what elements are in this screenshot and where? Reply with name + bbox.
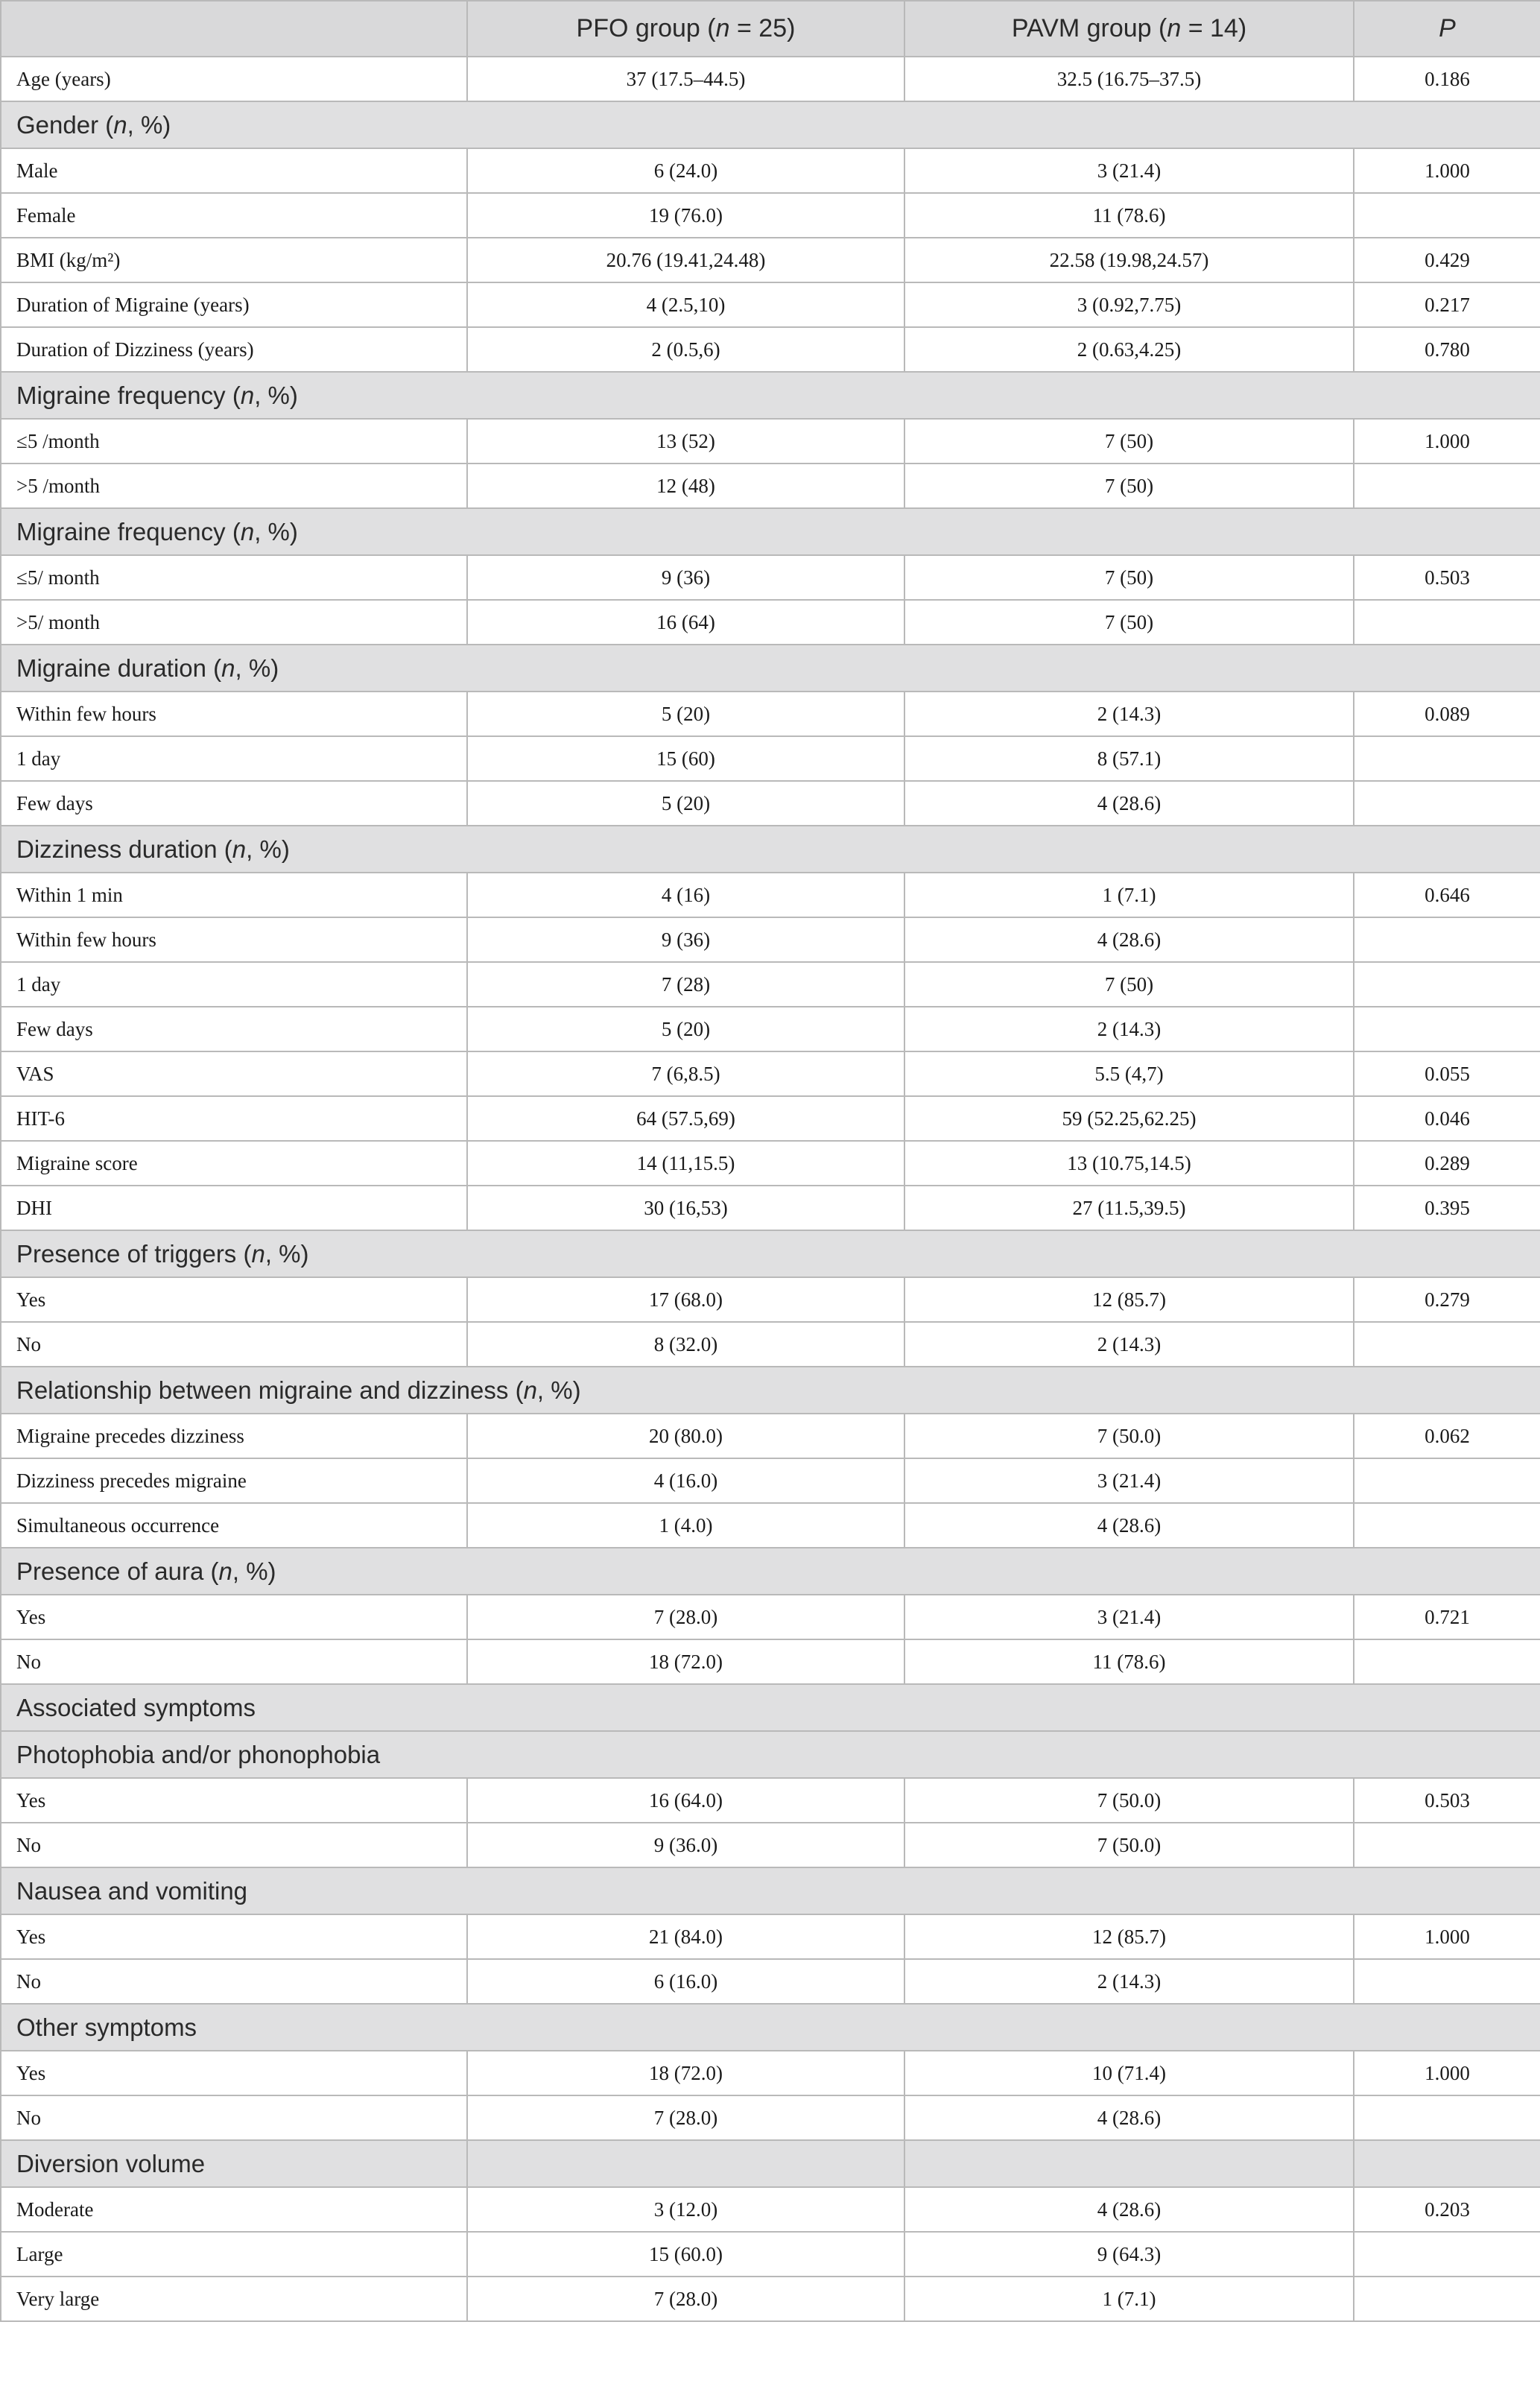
table-row: [1, 692, 1540, 736]
pfo-value: 7 (28.0): [467, 2277, 904, 2321]
row-label: BMI (kg/m²): [1, 238, 467, 282]
table-row: [1, 2051, 1540, 2095]
pavm-value: 8 (57.1): [904, 736, 1354, 781]
pavm-value: 7 (50.0): [904, 1778, 1354, 1823]
pfo-value: 7 (28): [467, 962, 904, 1007]
section-label: Associated symptoms: [1, 1684, 1540, 1731]
pfo-value: 4 (16): [467, 873, 904, 917]
p-value: [1354, 193, 1540, 238]
table-row: [1, 2277, 1540, 2321]
row-label: Yes: [1, 1277, 467, 1322]
pfo-value: 15 (60): [467, 736, 904, 781]
pavm-value: 3 (21.4): [904, 1595, 1354, 1639]
table-row: [1, 464, 1540, 508]
p-value: 1.000: [1354, 419, 1540, 464]
pavm-value: 22.58 (19.98,24.57): [904, 238, 1354, 282]
pavm-value: 3 (21.4): [904, 1458, 1354, 1503]
row-label: Migraine score: [1, 1141, 467, 1186]
p-value: 0.089: [1354, 692, 1540, 736]
pavm-value: 4 (28.6): [904, 2095, 1354, 2140]
section-header-row: [1, 508, 1540, 555]
pavm-value: 7 (50): [904, 464, 1354, 508]
table-row: [1, 1778, 1540, 1823]
pavm-value: 32.5 (16.75–37.5): [904, 57, 1354, 101]
p-value: [1354, 1959, 1540, 2004]
p-value: 0.429: [1354, 238, 1540, 282]
pfo-value: 19 (76.0): [467, 193, 904, 238]
row-label: Yes: [1, 1778, 467, 1823]
row-label: Simultaneous occurrence: [1, 1503, 467, 1548]
pavm-value: 13 (10.75,14.5): [904, 1141, 1354, 1186]
p-value: 0.503: [1354, 555, 1540, 600]
table-row: [1, 282, 1540, 327]
table-row: [1, 238, 1540, 282]
pfo-value: 37 (17.5–44.5): [467, 57, 904, 101]
pavm-value: 11 (78.6): [904, 1639, 1354, 1684]
pavm-value: 7 (50.0): [904, 1414, 1354, 1458]
p-value: [1354, 962, 1540, 1007]
pfo-value: 16 (64): [467, 600, 904, 645]
pfo-value: 4 (16.0): [467, 1458, 904, 1503]
table-row: [1, 1458, 1540, 1503]
table-row: [1, 600, 1540, 645]
pavm-value: 1 (7.1): [904, 2277, 1354, 2321]
table-row: [1, 1186, 1540, 1230]
table-row: [1, 736, 1540, 781]
section-header-row: [1, 2004, 1540, 2051]
table-row: [1, 1959, 1540, 2004]
pavm-value: 4 (28.6): [904, 1503, 1354, 1548]
table-row: [1, 1595, 1540, 1639]
section-label: Migraine duration (n, %): [1, 645, 1540, 692]
section-label: Presence of triggers (n, %): [1, 1230, 1540, 1277]
pfo-value: 7 (28.0): [467, 1595, 904, 1639]
section-blank-cell: [467, 2140, 904, 2187]
section-header-row: [1, 1684, 1540, 1731]
section-header-row: [1, 1230, 1540, 1277]
row-label: ≤5 /month: [1, 419, 467, 464]
table-row: [1, 1141, 1540, 1186]
p-value: 0.646: [1354, 873, 1540, 917]
section-header-row: [1, 826, 1540, 873]
section-header-row: [1, 1731, 1540, 1778]
table-row: [1, 1007, 1540, 1051]
pfo-value: 16 (64.0): [467, 1778, 904, 1823]
pavm-value: 2 (14.3): [904, 692, 1354, 736]
pavm-value: 12 (85.7): [904, 1277, 1354, 1322]
header-blank-cell: [1, 1, 467, 57]
pavm-value: 4 (28.6): [904, 2187, 1354, 2232]
p-value: [1354, 1322, 1540, 1367]
section-header-row: [1, 2140, 1540, 2187]
p-value: 0.186: [1354, 57, 1540, 101]
section-blank-cell: [1354, 2140, 1540, 2187]
section-label: Photophobia and/or phonophobia: [1, 1731, 1540, 1778]
pfo-value: 17 (68.0): [467, 1277, 904, 1322]
row-label: >5 /month: [1, 464, 467, 508]
pfo-value: 2 (0.5,6): [467, 327, 904, 372]
pavm-value: 2 (14.3): [904, 1322, 1354, 1367]
pavm-value: 11 (78.6): [904, 193, 1354, 238]
section-label: Other symptoms: [1, 2004, 1540, 2051]
section-header-row: [1, 1367, 1540, 1414]
p-value: 0.503: [1354, 1778, 1540, 1823]
row-label: ≤5/ month: [1, 555, 467, 600]
pfo-value: 30 (16,53): [467, 1186, 904, 1230]
pavm-value: 3 (0.92,7.75): [904, 282, 1354, 327]
row-label: HIT-6: [1, 1096, 467, 1141]
table-row: [1, 1639, 1540, 1684]
section-header-row: [1, 1867, 1540, 1914]
section-header-row: [1, 372, 1540, 419]
pfo-value: 1 (4.0): [467, 1503, 904, 1548]
table-row: [1, 555, 1540, 600]
row-label: Female: [1, 193, 467, 238]
p-value: [1354, 781, 1540, 826]
pfo-value: 3 (12.0): [467, 2187, 904, 2232]
pavm-value: 9 (64.3): [904, 2232, 1354, 2277]
table-row: [1, 917, 1540, 962]
pavm-value: 59 (52.25,62.25): [904, 1096, 1354, 1141]
section-label: Migraine frequency (n, %): [1, 508, 1540, 555]
pfo-value: 12 (48): [467, 464, 904, 508]
table-row: [1, 2232, 1540, 2277]
table-row: [1, 781, 1540, 826]
pavm-value: 10 (71.4): [904, 2051, 1354, 2095]
pavm-value: 7 (50): [904, 419, 1354, 464]
table-row: [1, 873, 1540, 917]
row-label: No: [1, 1639, 467, 1684]
table-row: [1, 1322, 1540, 1367]
pfo-value: 6 (24.0): [467, 148, 904, 193]
pfo-value: 8 (32.0): [467, 1322, 904, 1367]
pfo-value: 5 (20): [467, 692, 904, 736]
pfo-value: 18 (72.0): [467, 1639, 904, 1684]
p-value: 1.000: [1354, 2051, 1540, 2095]
table-row: [1, 1277, 1540, 1322]
p-value: [1354, 1458, 1540, 1503]
p-value: [1354, 2232, 1540, 2277]
row-label: Very large: [1, 2277, 467, 2321]
pfo-value: 9 (36): [467, 917, 904, 962]
table-row: [1, 419, 1540, 464]
pavm-value: 2 (0.63,4.25): [904, 327, 1354, 372]
row-label: VAS: [1, 1051, 467, 1096]
pavm-value: 5.5 (4,7): [904, 1051, 1354, 1096]
row-label: Yes: [1, 2051, 467, 2095]
p-value: 0.217: [1354, 282, 1540, 327]
pavm-value: 4 (28.6): [904, 917, 1354, 962]
p-value: 0.395: [1354, 1186, 1540, 1230]
pfo-value: 9 (36.0): [467, 1823, 904, 1867]
p-value: [1354, 2095, 1540, 2140]
row-label: Yes: [1, 1914, 467, 1959]
p-value: 0.289: [1354, 1141, 1540, 1186]
row-label: No: [1, 1322, 467, 1367]
table-body: [1, 57, 1540, 2321]
section-label: Nausea and vomiting: [1, 1867, 1540, 1914]
table-row: [1, 1503, 1540, 1548]
row-label: DHI: [1, 1186, 467, 1230]
row-label: No: [1, 2095, 467, 2140]
p-value: 0.062: [1354, 1414, 1540, 1458]
pavm-value: 7 (50): [904, 555, 1354, 600]
row-label: Yes: [1, 1595, 467, 1639]
pfo-value: 20.76 (19.41,24.48): [467, 238, 904, 282]
row-label: 1 day: [1, 962, 467, 1007]
section-header-row: [1, 1548, 1540, 1595]
row-label: Dizziness precedes migraine: [1, 1458, 467, 1503]
pavm-value: 4 (28.6): [904, 781, 1354, 826]
row-label: Within 1 min: [1, 873, 467, 917]
p-value: [1354, 1639, 1540, 1684]
p-value: [1354, 1007, 1540, 1051]
table-row: [1, 1051, 1540, 1096]
p-value: 0.203: [1354, 2187, 1540, 2232]
p-value: [1354, 917, 1540, 962]
row-label: No: [1, 1823, 467, 1867]
row-label: 1 day: [1, 736, 467, 781]
pfo-value: 14 (11,15.5): [467, 1141, 904, 1186]
row-label: Moderate: [1, 2187, 467, 2232]
table-row: [1, 2095, 1540, 2140]
pavm-value: 2 (14.3): [904, 1007, 1354, 1051]
pfo-value: 6 (16.0): [467, 1959, 904, 2004]
p-value: 0.780: [1354, 327, 1540, 372]
table-row: [1, 1914, 1540, 1959]
pfo-value: 5 (20): [467, 781, 904, 826]
p-value: 1.000: [1354, 1914, 1540, 1959]
pavm-value: 27 (11.5,39.5): [904, 1186, 1354, 1230]
table-row: [1, 327, 1540, 372]
table-row: [1, 1823, 1540, 1867]
p-value: [1354, 1823, 1540, 1867]
section-label: Migraine frequency (n, %): [1, 372, 1540, 419]
table-row: [1, 57, 1540, 101]
pfo-value: 9 (36): [467, 555, 904, 600]
header-p-value: P: [1354, 1, 1540, 57]
row-label: Migraine precedes dizziness: [1, 1414, 467, 1458]
table-row: [1, 1096, 1540, 1141]
pfo-value: 20 (80.0): [467, 1414, 904, 1458]
p-value: [1354, 600, 1540, 645]
table-row: [1, 1414, 1540, 1458]
row-label: Age (years): [1, 57, 467, 101]
row-label: Male: [1, 148, 467, 193]
pfo-value: 4 (2.5,10): [467, 282, 904, 327]
row-label: >5/ month: [1, 600, 467, 645]
header-pfo-group: PFO group (n = 25): [467, 1, 904, 57]
pfo-value: 13 (52): [467, 419, 904, 464]
p-value: 0.279: [1354, 1277, 1540, 1322]
section-label: Gender (n, %): [1, 101, 1540, 148]
p-value: [1354, 2277, 1540, 2321]
pfo-value: 5 (20): [467, 1007, 904, 1051]
pfo-value: 18 (72.0): [467, 2051, 904, 2095]
pavm-value: 7 (50): [904, 600, 1354, 645]
section-label: Diversion volume: [1, 2140, 467, 2187]
p-value: [1354, 1503, 1540, 1548]
table-row: [1, 2187, 1540, 2232]
pfo-value: 15 (60.0): [467, 2232, 904, 2277]
p-value: 0.721: [1354, 1595, 1540, 1639]
row-label: Within few hours: [1, 917, 467, 962]
row-label: Within few hours: [1, 692, 467, 736]
pfo-value: 7 (28.0): [467, 2095, 904, 2140]
section-blank-cell: [904, 2140, 1354, 2187]
row-label: Duration of Migraine (years): [1, 282, 467, 327]
p-value: [1354, 736, 1540, 781]
p-value: 1.000: [1354, 148, 1540, 193]
row-label: Few days: [1, 1007, 467, 1051]
table-row: [1, 193, 1540, 238]
row-label: Few days: [1, 781, 467, 826]
table-row: [1, 962, 1540, 1007]
row-label: No: [1, 1959, 467, 2004]
header-pavm-group: PAVM group (n = 14): [904, 1, 1354, 57]
row-label: Duration of Dizziness (years): [1, 327, 467, 372]
pavm-value: 7 (50): [904, 962, 1354, 1007]
p-value: 0.055: [1354, 1051, 1540, 1096]
table-row: [1, 148, 1540, 193]
pfo-value: 7 (6,8.5): [467, 1051, 904, 1096]
pfo-value: 64 (57.5,69): [467, 1096, 904, 1141]
table-header-row: [1, 1, 1540, 57]
pavm-value: 1 (7.1): [904, 873, 1354, 917]
p-value: [1354, 464, 1540, 508]
p-value: 0.046: [1354, 1096, 1540, 1141]
pavm-value: 7 (50.0): [904, 1823, 1354, 1867]
section-label: Relationship between migraine and dizziness (n, %): [1, 1367, 1540, 1414]
pavm-value: 12 (85.7): [904, 1914, 1354, 1959]
pavm-value: 2 (14.3): [904, 1959, 1354, 2004]
pavm-value: 3 (21.4): [904, 148, 1354, 193]
section-header-row: [1, 645, 1540, 692]
section-label: Presence of aura (n, %): [1, 1548, 1540, 1595]
section-header-row: [1, 101, 1540, 148]
row-label: Large: [1, 2232, 467, 2277]
pfo-value: 21 (84.0): [467, 1914, 904, 1959]
section-label: Dizziness duration (n, %): [1, 826, 1540, 873]
